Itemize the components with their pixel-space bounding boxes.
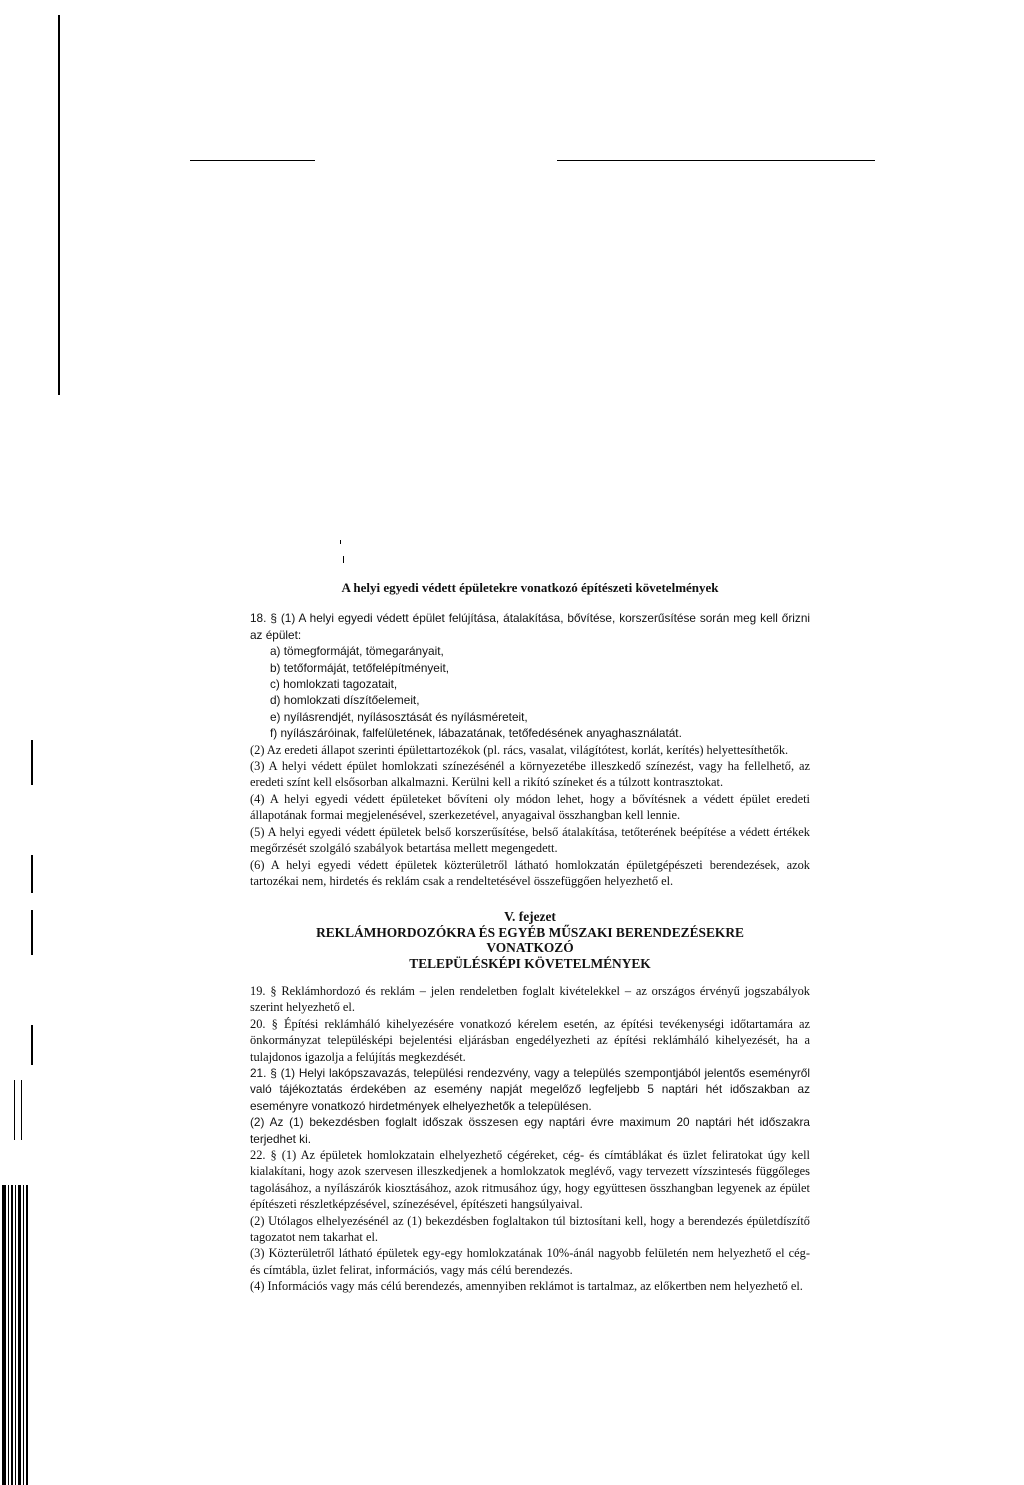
document-body <box>250 580 810 1295</box>
paragraph-21-1: 21. § (1) Helyi lakópszavazás, települési rendezvény, vagy a település szempontjából jelentős eseményről való tájékoztatás érdekében az esemény napját megelőző legfeljebb 5 naptári hét időszakban az eseményre vonatkozó hirdetmények elhelyezhetők a településen. <box>250 1065 810 1113</box>
paragraph-20: 20. § Építési reklámháló kihelyezésére vonatkozó kérelem esetén, az építési tevékenységi időtartamára az önkormányzat településképi bejelentési eljárásban engedélyezheti az építési reklámháló kihelyezését, ha a tulajdonos igazolja a felújítás megkezdését. <box>250 1016 810 1064</box>
paragraph-18-5: (5) A helyi egyedi védett épületek belső korszerűsítése, belső átalakítása, tetőterének beépítése a védett értékek megőrzését szolgáló szabályok betartása mellett megengedett. <box>250 824 810 856</box>
scan-speck <box>343 556 344 563</box>
chapter-title-line-3: TELEPÜLÉSKÉPI KÖVETELMÉNYEK <box>409 955 651 971</box>
list-item: e) nyílásrendjét, nyílásosztását és nyílásméreteit, <box>270 709 528 724</box>
paragraph-22-3: (3) Közterületről látható épületek egy-egy homlokzatának 10%-ánál nagyobb felületén nem helyezhető el cég- és címtábla, üzlet felirat, információs, vagy más célú berendezés. <box>250 1246 810 1277</box>
chapter-number: V. fejezet <box>504 909 556 925</box>
scan-speck <box>340 540 341 544</box>
paragraph-22-2: (2) Utólagos elhelyezésénél az (1) bekezdésben foglaltakon túl biztosítani kell, hogy a berendezés épületdíszítő tagozatot nem takarhat el. <box>250 1213 810 1245</box>
paragraph-18 <box>250 610 810 889</box>
scan-edge-barcode <box>0 1185 30 1485</box>
scan-margin-line <box>14 1080 15 1140</box>
paragraph-18-intro: 18. § (1) A helyi egyedi védett épület felújítása, átalakítása, bővítése, korszerűsítése során meg kell őrizni az épület: <box>250 611 810 642</box>
scan-rule-left <box>190 160 315 161</box>
paragraph-21-2: (2) Az (1) bekezdésben foglalt időszak összesen egy naptári évre maximum 20 naptári hét időszakra terjedhet ki. <box>250 1115 810 1146</box>
chapter-title-line-1: REKLÁMHORDOZÓKRA ÉS EGYÉB MŰSZAKI BERENDEZÉSEKRE <box>316 924 744 940</box>
paragraph-18-2: (2) Az eredeti állapot szerinti épülettartozékok (pl. rács, vasalat, világítótest, korlát, kerítés) helyettesíthetők. <box>250 742 789 757</box>
paragraph-22-4: (4) Információs vagy más célú berendezés, amennyiben reklámot is tartalmaz, az előkertben nem helyezhető el. <box>250 1279 803 1294</box>
chapter-title-line-2: VONATKOZÓ <box>486 940 574 956</box>
paragraph-22-1: 22. § (1) Az épületek homlokzatain elhelyezhető cégéreket, cég- és címtáblákat és üzlet feliratokat úgy kell kialakítani, hogy azok szervesen illeszkedjenek a homlokzatok meglévő, vagy tervezett vízszintesés függőleges tagolásához, a nyílászárók kiosztásához, azok ritmusához úgy, hogy együttesen összhangban legyenek az épület építészeti részletképzésével, színezésével, építészeti hangsúlyaival. <box>250 1148 810 1212</box>
paragraph-18-3: (3) A helyi védett épület homlokzati színezésénél a környezetébe illeszkedő színezést, vagy ha fellelhető, az eredeti színt kell elsősorban alkalmazni. Kerülni kell a rikító színeket és a túlzott kontrasztokat. <box>250 759 810 790</box>
scan-margin-line <box>21 1080 22 1140</box>
list-item: b) tetőformáját, tetőfelépítményeit, <box>270 660 450 675</box>
scan-rule-right <box>557 160 875 161</box>
paragraph-18-6: (6) A helyi egyedi védett épületek közterületről látható homlokzatán épületgépészeti berendezések, azok tartozékai nem, hirdetés és reklám csak a rendeltetésével összefüggően helyezhető el. <box>250 857 810 888</box>
scan-margin-line <box>31 1025 33 1065</box>
list-item: c) homlokzati tagozatait, <box>270 677 398 692</box>
scan-margin-line <box>31 740 33 785</box>
scan-margin-line <box>31 910 33 955</box>
list-item: f) nyílászáróinak, falfelületének, lábazatának, tetőfedésének anyaghasználatát. <box>270 726 682 741</box>
scan-margin-line <box>31 855 33 893</box>
list-item: d) homlokzati díszítőelemeit, <box>270 693 420 708</box>
paragraph-18-4: (4) A helyi egyedi védett épületeket bővíteni oly módon lehet, hogy a bővítésnek a védett épület eredeti állapotának formai megjelenésével, szerkezetével, anyagaival összhangban kell lennie. <box>250 791 810 823</box>
section-title: A helyi egyedi védett épületekre vonatkozó építészeti követelmények <box>341 580 719 595</box>
paragraph-18-list <box>270 643 810 741</box>
paragraph-19: 19. § Reklámhordozó és reklám – jelen rendeletben foglalt kivételekkel – az országos érvényű jogszabályok szerint helyezhető el. <box>250 983 810 1015</box>
list-item: a) tömegformáját, tömegarányait, <box>270 644 444 659</box>
chapter-heading <box>250 909 810 971</box>
scan-margin-line <box>58 15 60 395</box>
